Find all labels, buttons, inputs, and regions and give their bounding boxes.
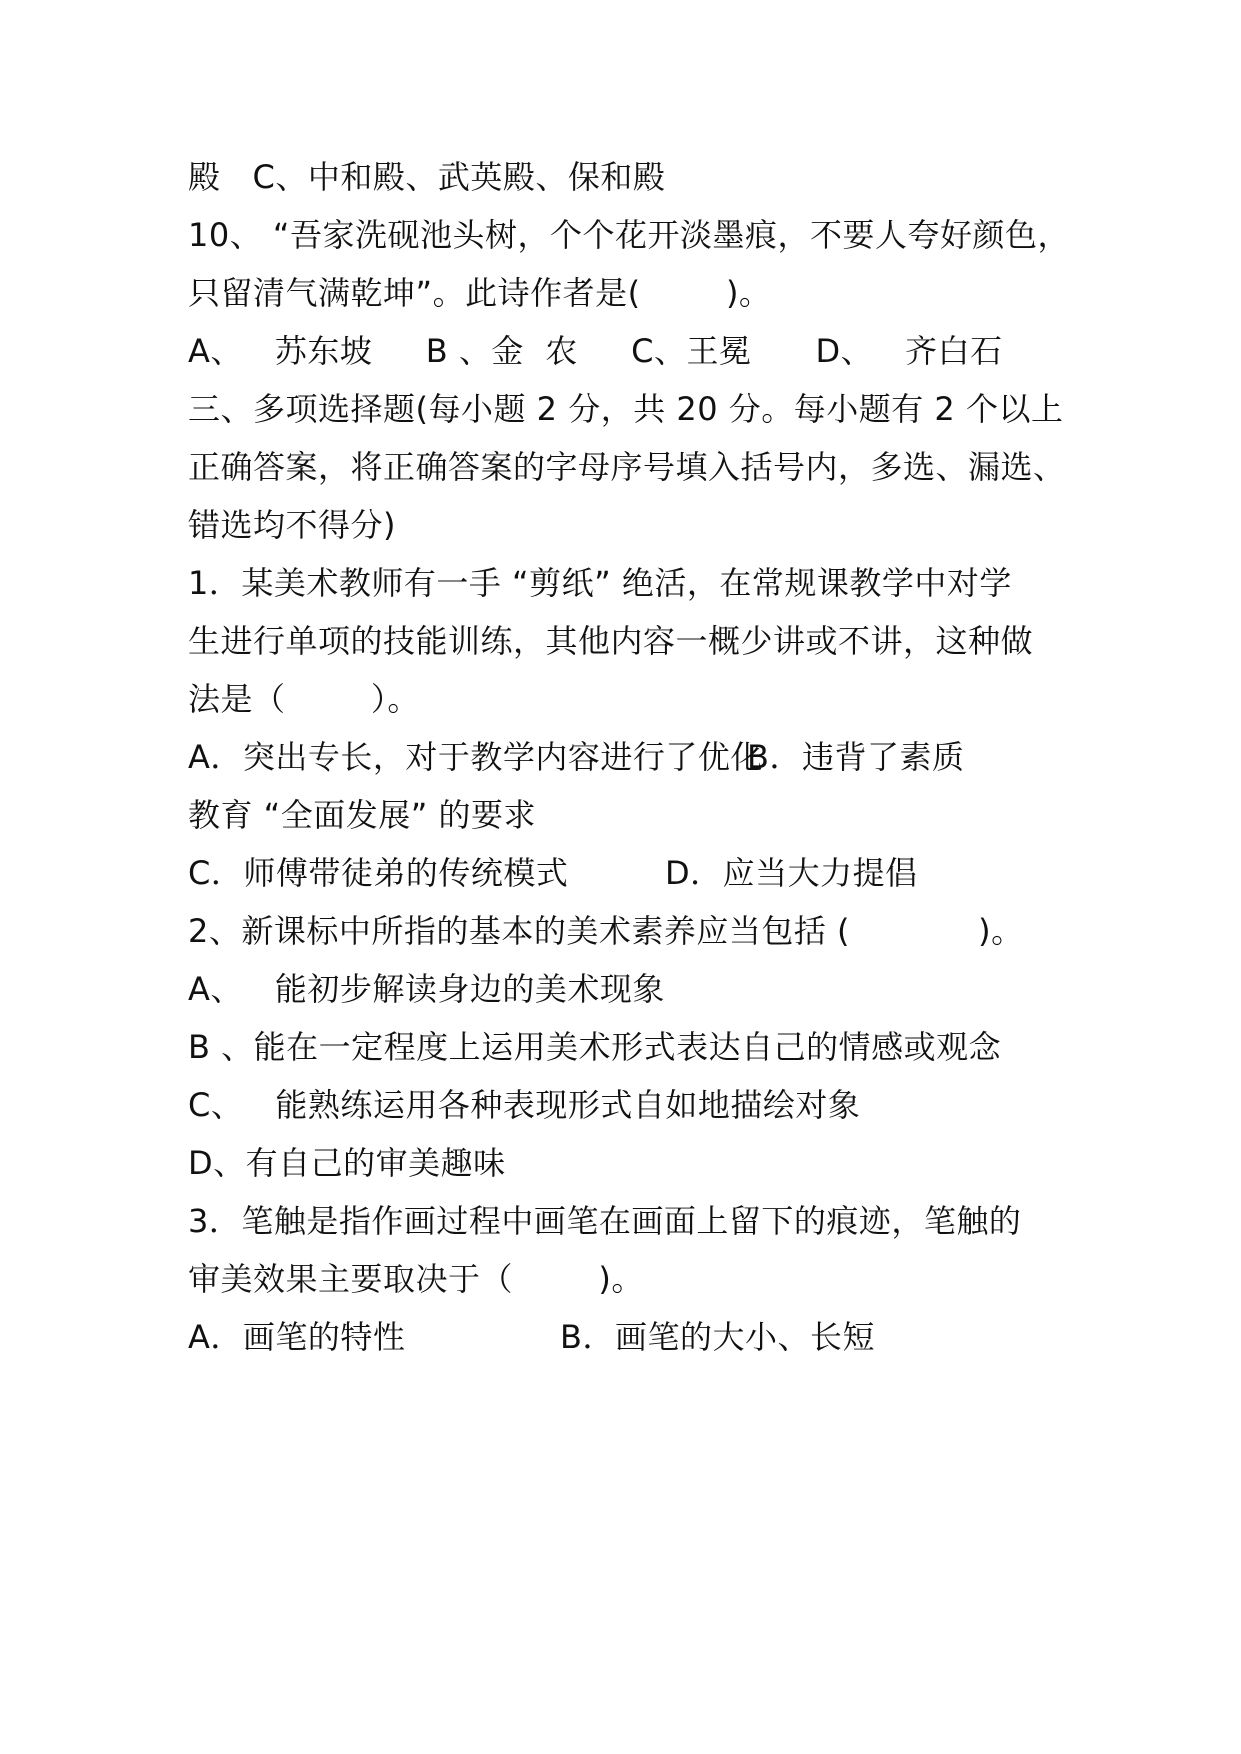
- section-three-heading-line-2: 正确答案，将正确答案的字母序号填入括号内，多选、漏选、: [188, 448, 1066, 486]
- mq1-option-c: C．师傅带徒弟的传统模式: [188, 854, 569, 892]
- mq3-stem-line-2: 审美效果主要取决于（ )。: [188, 1260, 644, 1298]
- q10-stem-line-1: 10、 “吾家洗砚池头树，个个花开淡墨痕，不要人夸好颜色，: [188, 216, 1070, 254]
- section-three-heading-line-3: 错选均不得分): [188, 506, 396, 544]
- mq3-stem-line-1: 3．笔触是指作画过程中画笔在画面上留下的痕迹，笔触的: [188, 1202, 1022, 1240]
- mq1-option-d: D．应当大力提倡: [665, 854, 918, 892]
- mq2-option-a: A、 能初步解读身边的美术现象: [188, 970, 665, 1008]
- mq2-stem: 2、新课标中所指的基本的美术素养应当包括 ( )。: [188, 912, 1024, 950]
- mq1-options-ab: [188, 732, 988, 782]
- mq2-option-d: D、有自己的审美趣味: [188, 1144, 506, 1182]
- mq1-option-b-continued: 教育 “全面发展” 的要求: [188, 796, 537, 834]
- mq3-option-a: A．画笔的特性: [188, 1318, 406, 1356]
- mq1-stem-line-1: 1．某美术教师有一手 “剪纸” 绝活，在常规课教学中对学: [188, 564, 1012, 602]
- mq1-options-cd: [188, 848, 988, 898]
- mq3-options-ab: [188, 1312, 988, 1362]
- mq1-stem-line-3: 法是（ ）。: [188, 680, 420, 718]
- mq3-option-b: B．画笔的大小、长短: [560, 1318, 875, 1356]
- mq1-stem-line-2: 生进行单项的技能训练，其他内容一概少讲或不讲，这种做: [188, 622, 1034, 660]
- section-three-heading-line-1: 三、多项选择题(每小题 2 分，共 20 分。每小题有 2 个以上: [188, 390, 1064, 428]
- mq1-option-a: A．突出专长，对于教学内容进行了优化: [188, 738, 763, 776]
- q10-options: A、 苏东坡 B 、金 农 C、王冕 D、 齐白石: [188, 332, 1003, 370]
- q9-options-continued: 殿 C、中和殿、武英殿、保和殿: [188, 158, 666, 196]
- mq2-option-b: B 、能在一定程度上运用美术形式表达自己的情感或观念: [188, 1028, 1002, 1066]
- mq2-option-c: C、 能熟练运用各种表现形式自如地描绘对象: [188, 1086, 861, 1124]
- mq1-option-b: B．违背了素质: [747, 738, 965, 776]
- q10-stem-line-2: 只留清气满乾坤”。此诗作者是( )。: [188, 274, 772, 312]
